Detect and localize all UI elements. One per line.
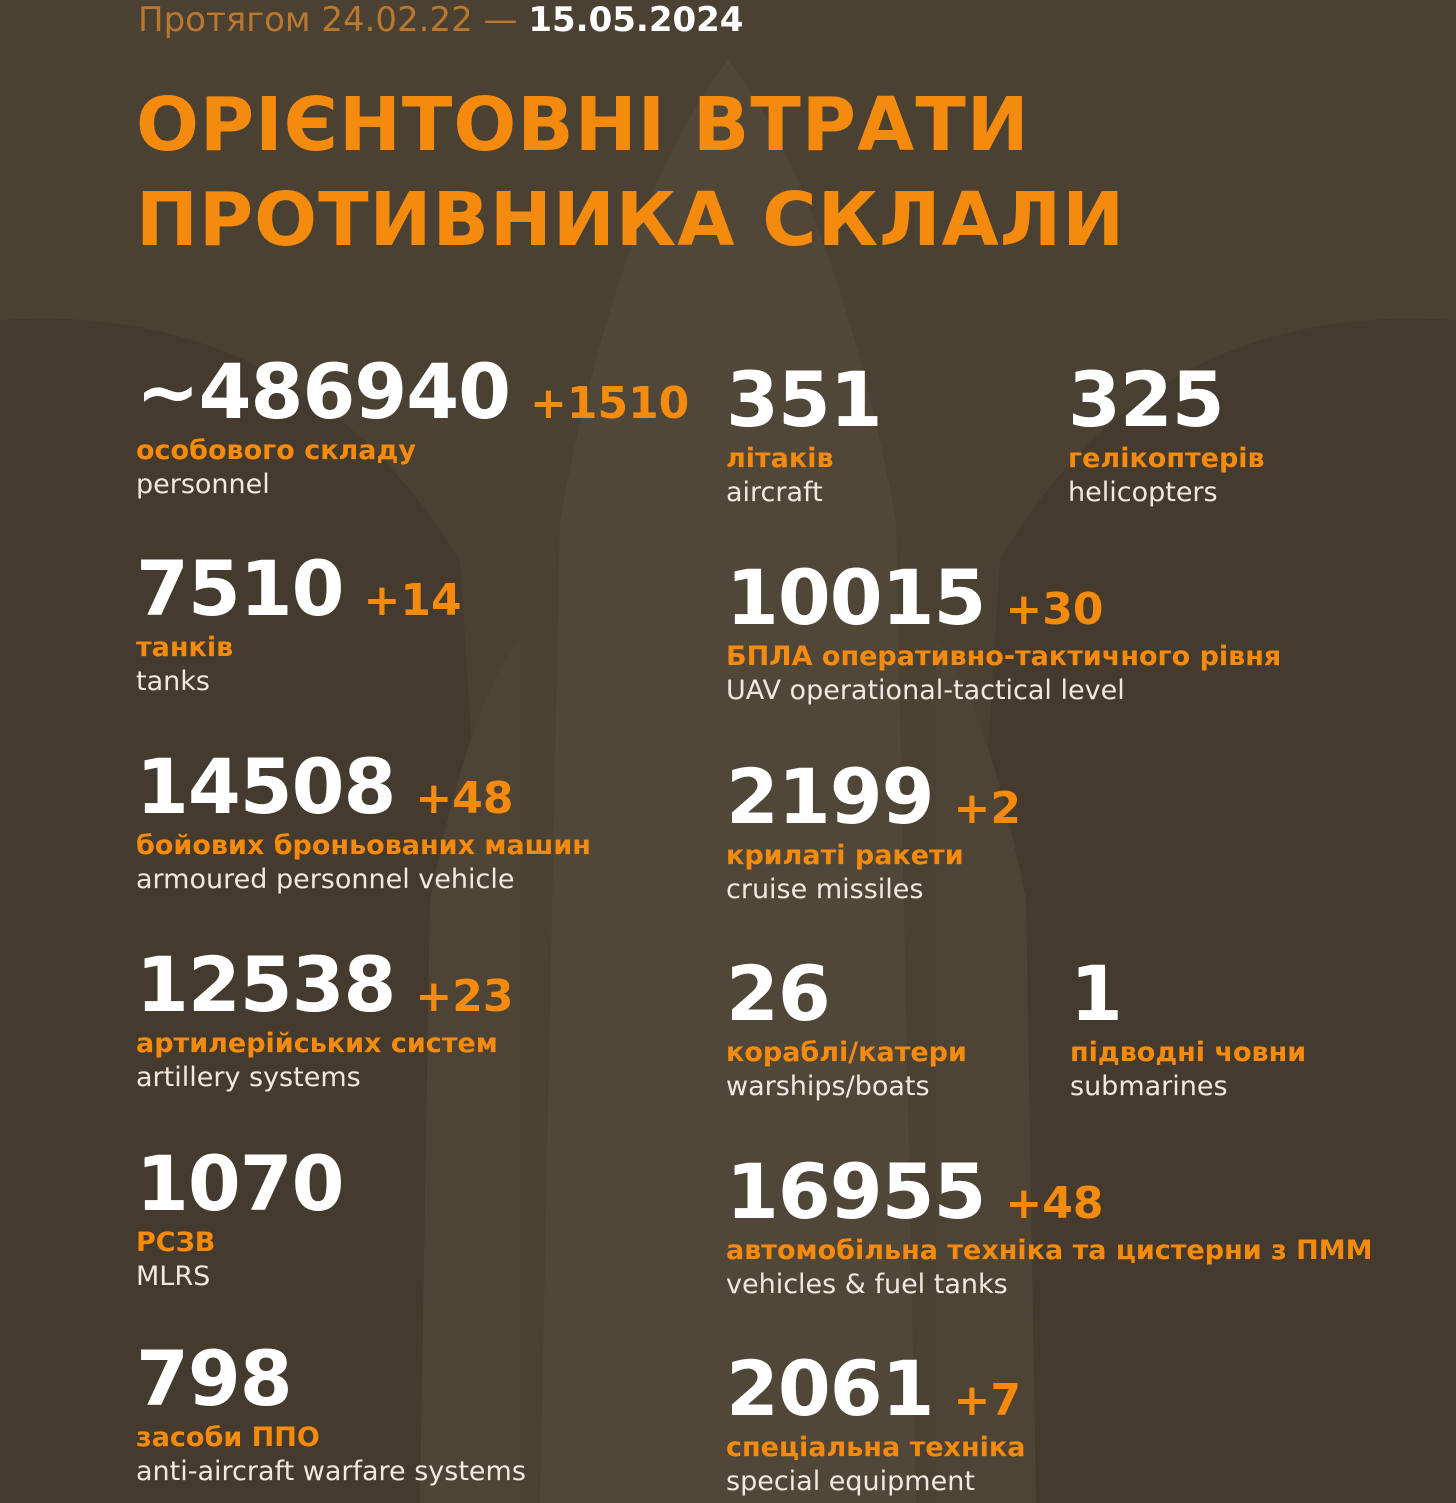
stat-artillery: [136, 940, 514, 1094]
page-title: [136, 78, 1125, 268]
stat-label-ua: РСЗВ: [136, 1227, 216, 1258]
stat-delta: +48: [415, 773, 514, 824]
stat-value: ~486940: [136, 347, 510, 436]
stat-value: 325: [1068, 355, 1224, 444]
stat-submarines: [1070, 949, 1307, 1103]
stat-uav: [726, 553, 1282, 707]
stat-label-ua: засоби ППО: [136, 1422, 320, 1453]
stat-delta: +2: [953, 783, 1022, 834]
period-start: Протягом 24.02.22 —: [138, 0, 518, 40]
stat-tanks: [136, 544, 462, 698]
stat-value: 351: [726, 355, 882, 444]
stat-cruise-missiles: [726, 752, 1022, 906]
stat-label-en: personnel: [136, 469, 270, 500]
stat-label-ua: літаків: [726, 443, 834, 474]
stat-value: 26: [726, 949, 830, 1038]
stat-delta: +23: [415, 971, 514, 1022]
period-end: 15.05.2024: [528, 0, 744, 40]
stat-label-en: aircraft: [726, 477, 823, 508]
stat-label-en: UAV operational-tactical level: [726, 675, 1125, 706]
stat-label-ua: бойових броньованих машин: [136, 830, 591, 861]
stat-label-ua: танків: [136, 632, 234, 663]
stat-delta: +14: [363, 575, 462, 626]
stat-value: 798: [136, 1334, 292, 1423]
stat-value: 2199: [726, 752, 934, 841]
title-line-2: ПРОТИВНИКА СКЛАЛИ: [136, 177, 1126, 263]
stat-label-ua: підводні човни: [1070, 1037, 1307, 1068]
stat-label-ua: крилаті ракети: [726, 840, 964, 871]
stat-label-ua: спеціальна техніка: [726, 1432, 1026, 1463]
stat-label-ua: артилерійських систем: [136, 1028, 498, 1059]
stat-vehicles: [726, 1147, 1373, 1301]
stat-value: 12538: [136, 940, 396, 1029]
stat-value: 1: [1070, 949, 1122, 1038]
stat-value: 7510: [136, 544, 344, 633]
stat-label-en: MLRS: [136, 1261, 211, 1292]
stat-delta: +30: [1005, 584, 1104, 635]
stat-warships: [726, 949, 967, 1103]
stat-label-ua: особового складу: [136, 435, 416, 466]
stat-label-en: submarines: [1070, 1071, 1228, 1102]
stat-special-equipment: [726, 1344, 1026, 1498]
stat-aircraft: [726, 355, 882, 509]
stat-delta: +7: [953, 1375, 1022, 1426]
stat-delta: +48: [1005, 1178, 1104, 1229]
stat-helicopters: [1068, 355, 1265, 509]
stat-label-ua: автомобільна техніка та цистерни з ПММ: [726, 1235, 1373, 1266]
stat-label-en: tanks: [136, 666, 210, 697]
stat-mlrs: [136, 1139, 344, 1293]
stat-label-ua: гелікоптерів: [1068, 443, 1265, 474]
stat-label-ua: БПЛА оперативно-тактичного рівня: [726, 641, 1282, 672]
stat-value: 10015: [726, 553, 986, 642]
stat-label-en: artillery systems: [136, 1062, 361, 1093]
stat-value: 1070: [136, 1139, 344, 1228]
stat-label-en: cruise missiles: [726, 874, 924, 905]
stat-label-en: anti-aircraft warfare systems: [136, 1456, 526, 1487]
stat-value: 2061: [726, 1344, 934, 1433]
stat-label-en: vehicles & fuel tanks: [726, 1269, 1008, 1300]
stat-label-en: armoured personnel vehicle: [136, 864, 515, 895]
stat-label-en: helicopters: [1068, 477, 1218, 508]
stat-label-en: warships/boats: [726, 1071, 930, 1102]
stat-apv: [136, 742, 591, 896]
stat-personnel: [136, 347, 690, 501]
stat-delta: +1510: [529, 378, 690, 429]
stat-label-ua: кораблі/катери: [726, 1037, 967, 1068]
stat-value: 14508: [136, 742, 396, 831]
stat-anti-aircraft: [136, 1334, 526, 1488]
title-line-1: ОРІЄНТОВНІ ВТРАТИ: [136, 82, 1030, 168]
stat-value: 16955: [726, 1147, 986, 1236]
period-header: [138, 0, 743, 40]
stat-label-en: special equipment: [726, 1466, 975, 1497]
